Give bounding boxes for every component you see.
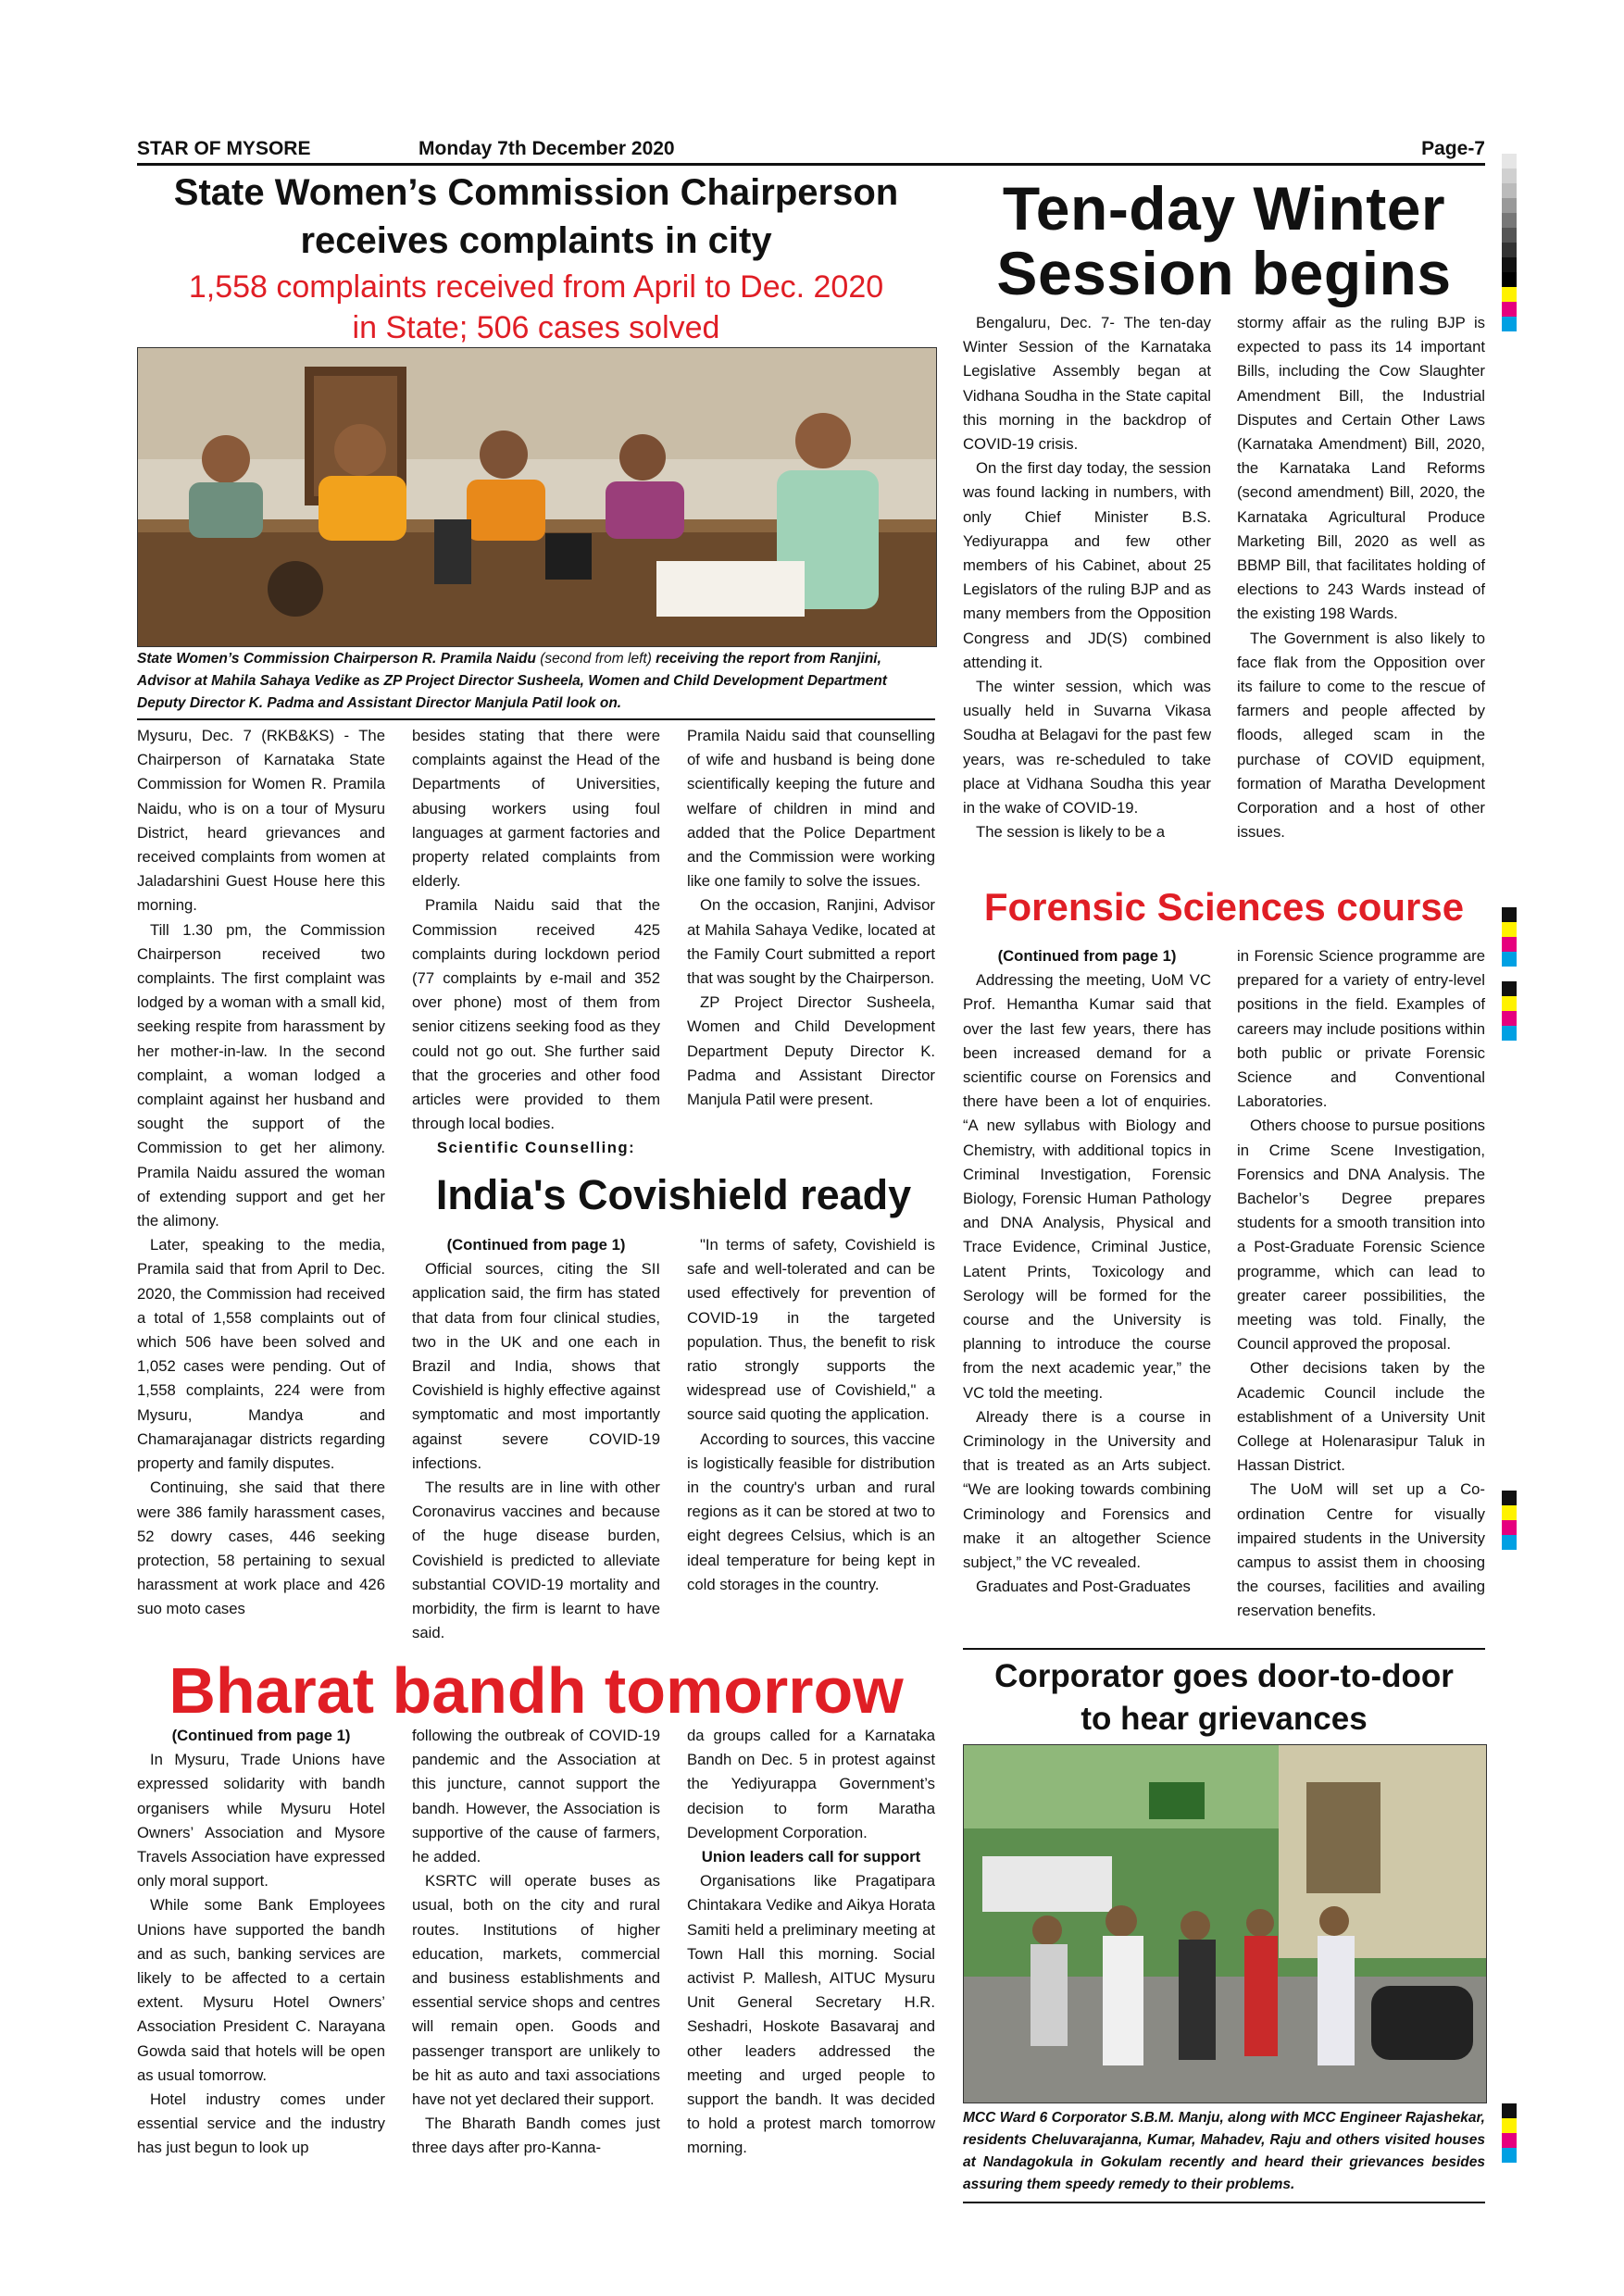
commission-headline-line2: receives complaints in city bbox=[300, 220, 772, 261]
bandh-column-3 bbox=[687, 1724, 935, 2161]
commission-column-2 bbox=[412, 724, 660, 1161]
paragraph: Mysuru, Dec. 7 (RKB&KS) - The Chairperson of Karnataka State Commission for Women R. Pramila Naidu, who is on a tour of Mysuru District, heard grievances and received complaints from women at Jaladarshini Guest House here this morning. bbox=[137, 727, 385, 915]
paragraph: Later, speaking to the media, Pramila said that from April to Dec. 2020, the Commission had received a total of 1,558 complaints out of which 506 have been solved and 1,052 cases were pending. Out of 1,558 complaints, 224 were from Mysuru, Mandya and Chamarajanagar districts regarding property and family disputes. bbox=[137, 1236, 385, 1473]
commission-subheadline bbox=[137, 267, 935, 348]
paragraph: stormy affair as the ruling BJP is expected to pass its 14 important Bills, including the Cow Slaughter Amendment Bill, the Industrial Disputes and Certain Other Laws (Karnataka Amendment) Bill, 2020, the Karnataka Land Reforms (second amendment) Bill, 2020, the Karnataka Agricultural Produce Marketing Bill, 2020 as well as BBMP Bill, that facilitates holding of elections to 243 Wards instead of the existing 198 Wards. bbox=[1237, 314, 1485, 623]
commission-meeting-photo bbox=[137, 347, 937, 647]
issue-date: Monday 7th December 2020 bbox=[418, 138, 675, 159]
registration-strip-middle bbox=[1502, 907, 1517, 1041]
forensic-column-1 bbox=[963, 944, 1211, 1599]
paragraph: Bengaluru, Dec. 7- The ten-day Winter Session of the Karnataka Legislative Assembly began at Vidhana Soudha in the State capital this morning in the backdrop of COVID-19 crisis. bbox=[963, 314, 1211, 454]
page-number: Page-7 bbox=[1421, 138, 1485, 159]
winter-column-2 bbox=[1237, 311, 1485, 844]
paragraph: The results are in line with other Coronavirus vaccines and because of the huge disease burden, Covishield is predicted to alleviate substantial COVID-19 mortality and morbidity, the firm is learnt to have said. bbox=[412, 1479, 660, 1642]
continued-note: (Continued from page 1) bbox=[171, 1727, 351, 1744]
commission-subhead: Scientific Counselling: bbox=[436, 1139, 636, 1157]
paragraph: Till 1.30 pm, the Commission Chairperson received two complaints. The first complaint was lodged by a woman with a small kid, seeking respite from harassment by her mother-in-law. In the second complaint, a woman lodged a complaint against her husband and sought the support of the Commission to get her alimony. Pramila Naidu assured the woman of extending support and get her the alimony. bbox=[137, 920, 385, 1230]
corporator-top-rule bbox=[963, 1648, 1485, 1650]
commission-column-1 bbox=[137, 724, 385, 1622]
corporator-bottom-rule bbox=[963, 2202, 1485, 2203]
covishield-column-2 bbox=[687, 1233, 935, 1597]
header-rule bbox=[137, 163, 1485, 166]
registration-strip-bottom bbox=[1502, 2103, 1517, 2163]
bandh-subhead: Union leaders call for support bbox=[701, 1848, 921, 1866]
paragraph: Official sources, citing the SII application said, the firm has stated that data from four clinical studies, two in the UK and one each in Brazil and India, shows that Covishield is highly effective against symptomatic and most importantly against severe COVID-19 infections. bbox=[412, 1260, 660, 1472]
corporator-headline-line1: Corporator goes door-to-door bbox=[994, 1658, 1454, 1694]
caption-part-a: State Women’s Commission Chairperson R. Pramila Naidu bbox=[137, 651, 541, 667]
meeting-photo-icon bbox=[138, 348, 936, 646]
paragraph: following the outbreak of COVID-19 pandemic and the Association at this juncture, cannot support the bandh. However, the Association is supportive of the cause of farmers, he added. bbox=[412, 1727, 660, 1866]
paragraph: Addressing the meeting, UoM VC Prof. Hemantha Kumar said that over the last few years, there has been increased demand for a scientific course on Forensics and there have been a lot of enquiries. “A new syllabus with Biology and Chemistry, with additional topics in Criminal Investigation, Forensic Biology, Forensic Human Pathology and DNA Analysis, Physical and Trace Evidence, Criminal Justice, Latent Prints, Toxicology and Serology will be formed for the course and the University is planning to introduce the course from the next academic year,” the VC told the meeting. bbox=[963, 971, 1211, 1402]
commission-subhead-line1: 1,558 complaints received from April to Dec. 2020 bbox=[188, 269, 884, 305]
paragraph: besides stating that there were complaints against the Head of the Departments of Universities, abusing workers using foul languages at garment factories and property related complaints from elderly. bbox=[412, 727, 660, 891]
commission-column-3 bbox=[687, 724, 935, 1112]
paragraph: da groups called for a Karnataka Bandh on Dec. 5 in protest against the Yediyurappa Government’s decision to form Maratha Development Corporation. bbox=[687, 1727, 935, 1841]
continued-note: (Continued from page 1) bbox=[997, 947, 1177, 965]
paragraph: Already there is a course in Criminology in the University and that is treated as an Arts subject. “We are looking towards combining Criminology and Forensics and make it an altogether Science subject,” the VC revealed. bbox=[963, 1407, 1211, 1572]
commission-subhead-line2: in State; 506 cases solved bbox=[352, 310, 720, 345]
street-visit-photo-icon bbox=[964, 1745, 1486, 2103]
paragraph: "In terms of safety, Covishield is safe and well-tolerated and can be used effectively for prevention of COVID-19 in the targeted population. Thus, the benefit to risk ratio strongly supports the widespread use of Covishield," a source said quoting the application. bbox=[687, 1236, 935, 1424]
paragraph: Hotel industry comes under essential service and the industry has just begun to look up bbox=[137, 2090, 385, 2157]
paragraph: Other decisions taken by the Academic Council include the establishment of a University Unit College at Holenarasipur Taluk in Hassan District. bbox=[1237, 1359, 1485, 1475]
paragraph: Pramila Naidu said that counselling of wife and husband is being done scientifically keeping the future and welfare of children in mind and added that the Police Department and the Commission were working like one family to solve the issues. bbox=[687, 727, 935, 891]
bandh-headline: Bharat bandh tomorrow bbox=[169, 1654, 904, 1727]
paragraph: Organisations like Pragatipara Chintakara Vedike and Aikya Horata Samiti held a preliminary meeting at Town Hall this morning. Social activist P. Mallesh, AITUC Mysuru Unit General Secretary H.R. Seshadri, Hoskote Basavaraj and other leaders addressed the meeting and urged people to support the bandh. It was decided to hold a protest march tomorrow morning. bbox=[687, 1872, 935, 2157]
paragraph: The winter session, which was usually held in Suvarna Vikasa Soudha at Belagavi for the past few years, was re-scheduled to take place at Vidhana Soudha this year in the wake of COVID-19. bbox=[963, 678, 1211, 817]
forensic-headline: Forensic Sciences course bbox=[983, 885, 1465, 929]
paragraph: Others choose to pursue positions in Crime Scene Investigation, Forensics and DNA Analysis. The Bachelor’s Degree prepares students for a smooth transition into a Post-Graduate Forensic Science programme, which can lead to greater career possibilities, the meeting was told. Finally, the Council approved the proposal. bbox=[1237, 1117, 1485, 1354]
paragraph: In Mysuru, Trade Unions have expressed solidarity with bandh organisers while Mysuru Hotel Owners’ Association and Mysore Travels Association have expressed only moral support. bbox=[137, 1751, 385, 1890]
paragraph: Graduates and Post-Graduates bbox=[976, 1578, 1191, 1596]
corporator-street-photo bbox=[963, 1744, 1487, 2103]
continued-note: (Continued from page 1) bbox=[446, 1236, 626, 1254]
paragraph: in Forensic Science programme are prepared for a variety of entry-level positions in the field. Examples of careers may include positions within both public or private Forensic Science and Conventional Laboratories. bbox=[1237, 947, 1485, 1111]
paragraph: Continuing, she said that there were 386 family harassment cases, 52 dowry cases, 446 seeking protection, 58 pertaining to sexual harassment at work place and 426 suo moto cases bbox=[137, 1479, 385, 1618]
paragraph: KSRTC will operate buses as usual, both on the city and rural routes. Institutions of higher education, markets, commercial and business establishments and essential service shops and centres will remain open. Goods and passenger transport are unlikely to be hit as auto and taxi associations have not yet declared their support. bbox=[412, 1872, 660, 2109]
commission-photo-caption bbox=[137, 648, 935, 715]
corporator-headline bbox=[963, 1655, 1485, 1741]
registration-strip-top bbox=[1502, 139, 1517, 346]
winter-column-1 bbox=[963, 311, 1211, 844]
paragraph: On the occasion, Ranjini, Advisor at Mahila Sahaya Vedike, located at the Family Court submitted a report that was sought by the Chairperson. bbox=[687, 896, 935, 988]
paragraph: The Government is also likely to face flak from the Opposition over its failure to come to the rescue of farmers and people affected by floods, alleged scam in the purchase of COVID equipment, formation of Maratha Development Corporation and a host of other issues. bbox=[1237, 629, 1485, 842]
paragraph: The UoM will set up a Co-ordination Centre for visually impaired students in the University campus to assist them in choosing the courses, facilities and availing reservation benefits. bbox=[1237, 1480, 1485, 1620]
bandh-column-2 bbox=[412, 1724, 660, 2161]
registration-strip-lower bbox=[1502, 1491, 1517, 1550]
paragraph: ZP Project Director Susheela, Women and Child Development Department Deputy Director K. Padma and Assistant Director Manjula Patil were present. bbox=[687, 993, 935, 1109]
caption-part-b: (second from left) bbox=[540, 651, 652, 667]
caption-part-c: receiving the report from Ranjini, Advisor at Mahila Sahaya Vedike as ZP Project Director Susheela, Women and Child Development Department Deputy Director K. Padma and Assistant Director Manjula Patil look on. bbox=[137, 651, 887, 711]
winter-headline bbox=[963, 176, 1485, 306]
commission-headline-line1: State Women’s Commission Chairperson bbox=[173, 172, 899, 213]
paragraph: Pramila Naidu said that the Commission received 425 complaints during lockdown period (77 complaints by e-mail and 352 over phone) most of them from senior citizens seeking food as they could not go out. She further said that the groceries and other food articles were provided to them through local bodies. bbox=[412, 896, 660, 1133]
paper-name: STAR OF MYSORE bbox=[137, 138, 311, 159]
forensic-column-2 bbox=[1237, 944, 1485, 1624]
paragraph: While some Bank Employees Unions have supported the bandh and as such, banking services are likely to be affected to a certain extent. Mysuru Hotel Owners’ Association President C. Narayana Gowda said that hotels will be open as usual tomorrow. bbox=[137, 1896, 385, 2084]
paragraph: The Bharath Bandh comes just three days after pro-Kanna- bbox=[412, 2115, 660, 2157]
commission-caption-rule bbox=[137, 718, 935, 720]
corporator-headline-line2: to hear grievances bbox=[1081, 1701, 1368, 1737]
covishield-column-1 bbox=[412, 1233, 660, 1645]
paragraph: The session is likely to be a bbox=[976, 823, 1166, 842]
corporator-photo-caption: MCC Ward 6 Corporator S.B.M. Manju, along with MCC Engineer Rajashekar, residents Cheluvarajanna, Kumar, Mahadev, Raju and others visited houses at Nandagokula in Gokulam recently and heard their grievances besides assuring them speedy remedy to their problems. bbox=[963, 2110, 1485, 2192]
commission-headline bbox=[137, 168, 935, 265]
covishield-headline: India's Covishield ready bbox=[435, 1171, 912, 1218]
winter-headline-line2: Session begins bbox=[996, 239, 1452, 307]
paragraph: On the first day today, the session was found lacking in numbers, with only Chief Minister B.S. Yediyurappa and few other members of his Cabinet, about 25 Legislators of the ruling BJP and as many members from the Opposition Congress and JD(S) combined attending it. bbox=[963, 459, 1211, 671]
bandh-column-1 bbox=[137, 1724, 385, 2161]
winter-headline-line1: Ten-day Winter bbox=[1002, 174, 1446, 243]
paragraph: According to sources, this vaccine is logistically feasible for distribution in the country's urban and rural regions as it can be stored at two to eight degrees Celsius, which is an ideal temperature for being kept in cold storages in the country. bbox=[687, 1429, 935, 1593]
